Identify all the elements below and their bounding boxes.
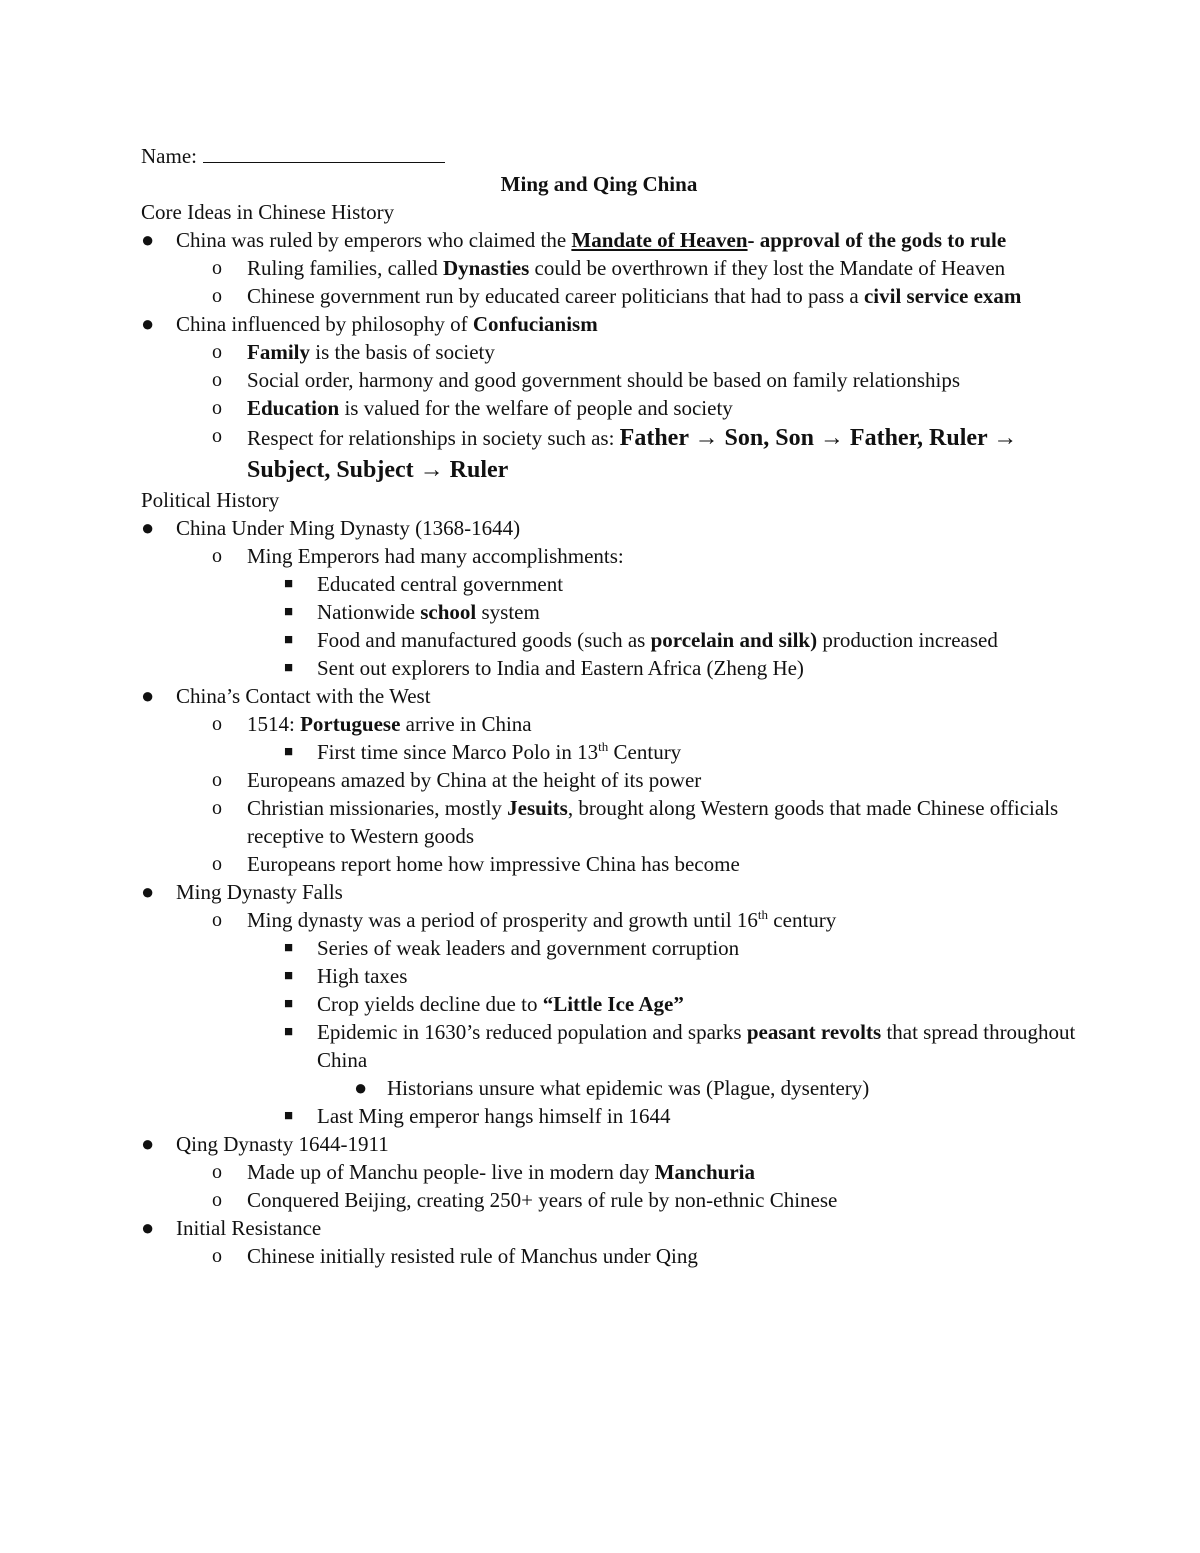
list-item: o Ruling families, called Dynasties could be overthrown if they lost the Mandate of Heaven — [212, 256, 1006, 280]
list-item: ■ Food and manufactured goods (such as porcelain and silk) production increased — [284, 628, 998, 652]
bullet-dot-icon: ● — [141, 1215, 155, 1240]
bullet-dot-icon: ● — [141, 879, 155, 904]
list-item: ■ Crop yields decline due to “Little Ice Age” — [284, 992, 684, 1016]
key-term: school — [420, 600, 477, 624]
list-item: ■ First time since Marco Polo in 13th Century — [284, 739, 682, 764]
bullet-circle-icon: o — [212, 769, 222, 791]
list-item: ● China’s Contact with the West — [141, 683, 431, 708]
list-item: o Education is valued for the welfare of people and society — [212, 396, 733, 420]
bullet-circle-icon: o — [212, 853, 222, 875]
bullet-square-icon: ■ — [284, 968, 294, 984]
bullet-square-icon: ■ — [284, 1024, 294, 1040]
name-line — [141, 142, 1081, 170]
key-term: civil service exam — [863, 284, 1022, 308]
list-item: o Christian missionaries, mostly Jesuits, brought along Western goods that made Chinese officials receptive to Western goods — [212, 796, 1059, 848]
page-title: Ming and Qing China — [500, 172, 698, 196]
bullet-square-icon: ■ — [284, 632, 294, 648]
list-item: ■ Last Ming emperor hangs himself in 1644 — [284, 1104, 671, 1128]
worksheet-page — [141, 142, 1081, 1270]
list-item: ■ Nationwide school system — [284, 600, 540, 624]
bullet-square-icon: ■ — [284, 660, 294, 676]
list-item: ■ Series of weak leaders and government corruption — [284, 936, 740, 960]
bullet-circle-icon: o — [212, 257, 222, 279]
list-item: ● China was ruled by emperors who claimed the Mandate of Heaven- approval of the gods to rule — [141, 227, 1007, 252]
list-item: ■ Sent out explorers to India and Eastern Africa (Zheng He) — [284, 656, 804, 680]
list-item: ● China influenced by philosophy of Confucianism — [141, 311, 598, 336]
key-term: Father → Son, Son → Father, Ruler → Subject, Subject → Ruler — [247, 425, 1018, 483]
key-term: Confucianism — [472, 312, 598, 336]
bullet-dot-icon: ● — [141, 227, 155, 252]
list-item: ● Historians unsure what epidemic was (Plague, dysentery) — [354, 1075, 870, 1100]
bullet-circle-icon: o — [212, 369, 222, 391]
bullet-dot-icon: ● — [141, 1131, 155, 1156]
list-item: o Family is the basis of society — [212, 340, 495, 364]
bullet-square-icon: ■ — [284, 576, 294, 592]
key-term: Family — [247, 340, 310, 364]
list-item: o Made up of Manchu people- live in modern day Manchuria — [212, 1160, 755, 1184]
section-heading-political: Political History — [141, 488, 280, 512]
bullet-square-icon: ■ — [284, 744, 294, 760]
bullet-dot-icon: ● — [354, 1075, 368, 1100]
key-term: Manchuria — [654, 1160, 755, 1184]
core-list — [141, 226, 1081, 486]
bullet-circle-icon: o — [212, 713, 222, 735]
bullet-dot-icon: ● — [141, 515, 155, 540]
list-item: ■ High taxes — [284, 964, 408, 988]
bullet-square-icon: ■ — [284, 996, 294, 1012]
bullet-circle-icon: o — [212, 285, 222, 307]
list-item: ● Initial Resistance — [141, 1215, 322, 1240]
bullet-square-icon: ■ — [284, 940, 294, 956]
bullet-circle-icon: o — [212, 425, 222, 447]
list-item: ■ Educated central government — [284, 572, 564, 596]
name-label: Name: — [141, 144, 197, 168]
key-term: “Little Ice Age” — [542, 992, 684, 1016]
list-item: ■ Epidemic in 1630’s reduced population and sparks peasant revolts that spread throughout China — [284, 1020, 1076, 1072]
bullet-circle-icon: o — [212, 397, 222, 419]
list-item: o Europeans report home how impressive China has become — [212, 852, 740, 876]
list-item: ● China Under Ming Dynasty (1368-1644) — [141, 515, 521, 540]
list-item: o 1514: Portuguese arrive in China — [212, 712, 532, 736]
list-item: ● Ming Dynasty Falls — [141, 879, 343, 904]
key-term: Portuguese — [300, 712, 401, 736]
bullet-circle-icon: o — [212, 545, 222, 567]
key-term: Mandate of Heaven — [571, 228, 748, 252]
bullet-circle-icon: o — [212, 909, 222, 931]
bullet-square-icon: ■ — [284, 604, 294, 620]
key-term: Jesuits — [507, 796, 568, 820]
bullet-dot-icon: ● — [141, 311, 155, 336]
list-item: ● Qing Dynasty 1644-1911 — [141, 1131, 389, 1156]
name-blank[interactable] — [203, 142, 445, 163]
key-term: porcelain and silk) — [650, 628, 818, 652]
list-item: o Chinese initially resisted rule of Manchus under Qing — [212, 1244, 698, 1268]
key-term: peasant revolts — [746, 1020, 882, 1044]
list-item: o Respect for relationships in society such as: Father → Son, Son → Father, Ruler → Subject, Subject → Ruler — [141, 422, 1081, 486]
bullet-circle-icon: o — [212, 341, 222, 363]
list-item: o Social order, harmony and good government should be based on family relationships — [212, 368, 961, 392]
list-item: o Conquered Beijing, creating 250+ years of rule by non-ethnic Chinese — [212, 1188, 838, 1212]
key-term: Education — [247, 396, 340, 420]
list-item: o Ming dynasty was a period of prosperity and growth until 16th century — [212, 907, 837, 932]
bullet-circle-icon: o — [212, 1189, 222, 1211]
bullet-circle-icon: o — [212, 1245, 222, 1267]
section-heading-core: Core Ideas in Chinese History — [141, 200, 395, 224]
list-item: o Ming Emperors had many accomplishments: — [212, 544, 624, 568]
bullet-circle-icon: o — [212, 797, 222, 819]
bullet-square-icon: ■ — [284, 1108, 294, 1124]
bullet-circle-icon: o — [212, 1161, 222, 1183]
key-term: Dynasties — [442, 256, 530, 280]
political-list — [141, 514, 1081, 1270]
list-item: o Chinese government run by educated career politicians that had to pass a civil service exam — [212, 284, 1022, 308]
list-item: o Europeans amazed by China at the height of its power — [212, 768, 702, 792]
bullet-dot-icon: ● — [141, 683, 155, 708]
